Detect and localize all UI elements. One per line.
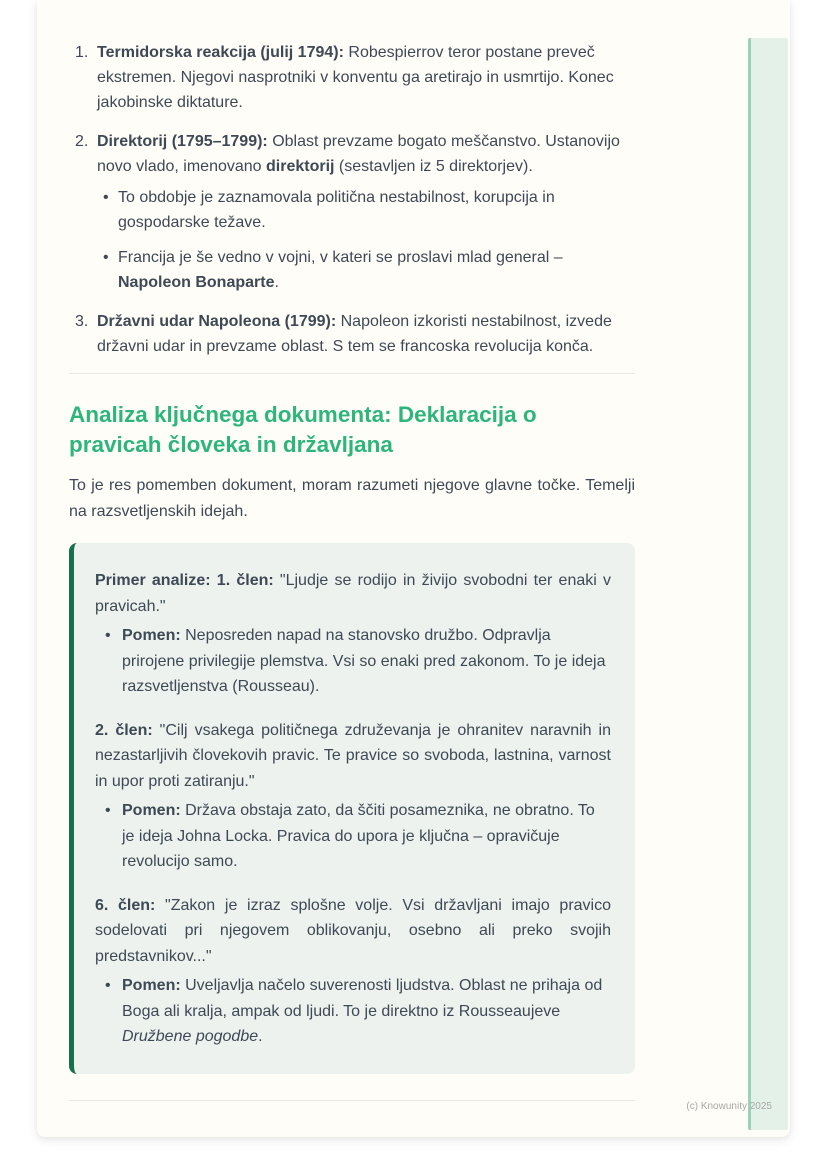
- text-segment: Uveljavlja načelo suverenosti ljudstva. Oblast ne prihaja od Boga ali kralja, ampak od ljudi. To je direktno iz Rousseaujeve: [122, 977, 603, 1020]
- list-item-drzavni-udar: [69, 309, 635, 359]
- text-segment: Robespierrov teror postane preveč ekstremen. Njegovi nasprotniki v konventu ga aretirajo in usmrtijo. Konec jakobinske diktature.: [97, 44, 614, 111]
- text-segment: (sestavljen iz 5 direktorjev).: [334, 158, 533, 175]
- callout-bullet-text: [122, 627, 606, 695]
- scrollbar-strip[interactable]: [748, 38, 788, 1130]
- section-heading: Analiza ključnega dokumenta: Deklaracija o pravicah človeka in državljana: [69, 402, 537, 457]
- callout-lead: [95, 718, 611, 795]
- text-segment: .: [258, 1028, 263, 1045]
- text-segment: Napoleon Bonaparte: [118, 274, 275, 291]
- callout-bullet: [105, 973, 611, 1050]
- callout-section-clen-6: [95, 893, 611, 1050]
- text-segment: .: [274, 274, 279, 291]
- text-segment: "Cilj vsakega političnega združevanja je ohranitev naravnih in nezastarljivih človekovih pravic. Te pravice so svoboda, lastnina, varnost in upor proti zatiranju.": [95, 721, 611, 790]
- list-item-direktorij: [69, 129, 635, 295]
- text-segment: Oblast prevzame bogato meščanstvo. Ustanovijo novo vlado, imenovano: [97, 133, 620, 175]
- callout-section-clen-1: [95, 568, 611, 700]
- intro-paragraph: To je res pomemben dokument, moram razumeti njegove glavne točke. Temelji na razsvetljenskih idejah.: [69, 477, 635, 520]
- text-segment: 6. člen:: [95, 896, 156, 914]
- callout-bullet-list: [105, 798, 611, 875]
- bullet-item: [103, 245, 635, 295]
- numbered-list: [69, 40, 635, 359]
- bullet-item: [103, 185, 635, 235]
- text-segment: Napoleon izkoristi nestabilnost, izvede državni udar in prevzame oblast. S tem se francoska revolucija konča.: [97, 313, 612, 355]
- text-segment: Državni udar Napoleona (1799):: [97, 313, 337, 330]
- copyright-footer: (c) Knowunity 2025: [686, 1101, 772, 1112]
- bullet-item-text: [118, 249, 563, 291]
- section-divider: [69, 373, 635, 374]
- bullet-item-text: [118, 189, 555, 231]
- analysis-callout: [69, 543, 635, 1074]
- bottom-divider: [69, 1100, 635, 1101]
- list-item-text: [97, 133, 620, 175]
- callout-bullet-text: [122, 977, 602, 1045]
- page-content: [69, 0, 635, 1101]
- text-segment: 2. člen:: [95, 721, 153, 739]
- text-segment: Družbene pogodbe: [122, 1028, 259, 1045]
- text-segment: direktorij: [266, 158, 335, 175]
- list-item-text: [97, 44, 614, 111]
- list-number: 1.: [75, 44, 89, 61]
- callout-lead: [95, 893, 611, 970]
- list-number: 3.: [75, 313, 89, 330]
- text-segment: Pomen:: [122, 977, 181, 994]
- callout-section-clen-2: [95, 718, 611, 875]
- list-item-text: [97, 313, 612, 355]
- callout-bullet-list: [105, 973, 611, 1050]
- text-segment: Pomen:: [122, 802, 181, 819]
- callout-bullet: [105, 623, 611, 700]
- text-segment: "Zakon je izraz splošne volje. Vsi državljani imajo pravico sodelovati pri njegovem oblikovanju, osebno ali preko svojih predstavnikov...": [95, 896, 611, 965]
- text-segment: Direktorij (1795–1799):: [97, 133, 268, 150]
- text-segment: Francija je še vedno v vojni, v kateri se proslavi mlad general –: [118, 249, 563, 266]
- text-segment: Pomen:: [122, 627, 181, 644]
- text-segment: To obdobje je zaznamovala politična nestabilnost, korupcija in gospodarske težave.: [118, 189, 555, 231]
- callout-bullet: [105, 798, 611, 875]
- list-item-termidorska-reakcija: [69, 40, 635, 115]
- text-segment: Neposreden napad na stanovsko družbo. Odpravlja prirojene privilegije plemstva. Vsi so enaki pred zakonom. To je ideja razsvetljenstva (Rousseau).: [122, 627, 606, 695]
- text-segment: "Ljudje se rodijo in živijo svobodni ter enaki v pravicah.": [95, 572, 611, 615]
- text-segment: Primer analize: 1. člen:: [95, 572, 274, 589]
- text-segment: Termidorska reakcija (julij 1794):: [97, 44, 344, 61]
- text-segment: Država obstaja zato, da ščiti posameznika, ne obratno. To je ideja Johna Locka. Pravica do upora je ključna – opravičuje revolucijo samo.: [122, 802, 595, 870]
- callout-lead: [95, 568, 611, 619]
- document-page: [37, 0, 790, 1137]
- list-number: 2.: [75, 133, 89, 150]
- callout-bullet-list: [105, 623, 611, 700]
- bullet-list: [103, 185, 635, 295]
- callout-bullet-text: [122, 802, 595, 870]
